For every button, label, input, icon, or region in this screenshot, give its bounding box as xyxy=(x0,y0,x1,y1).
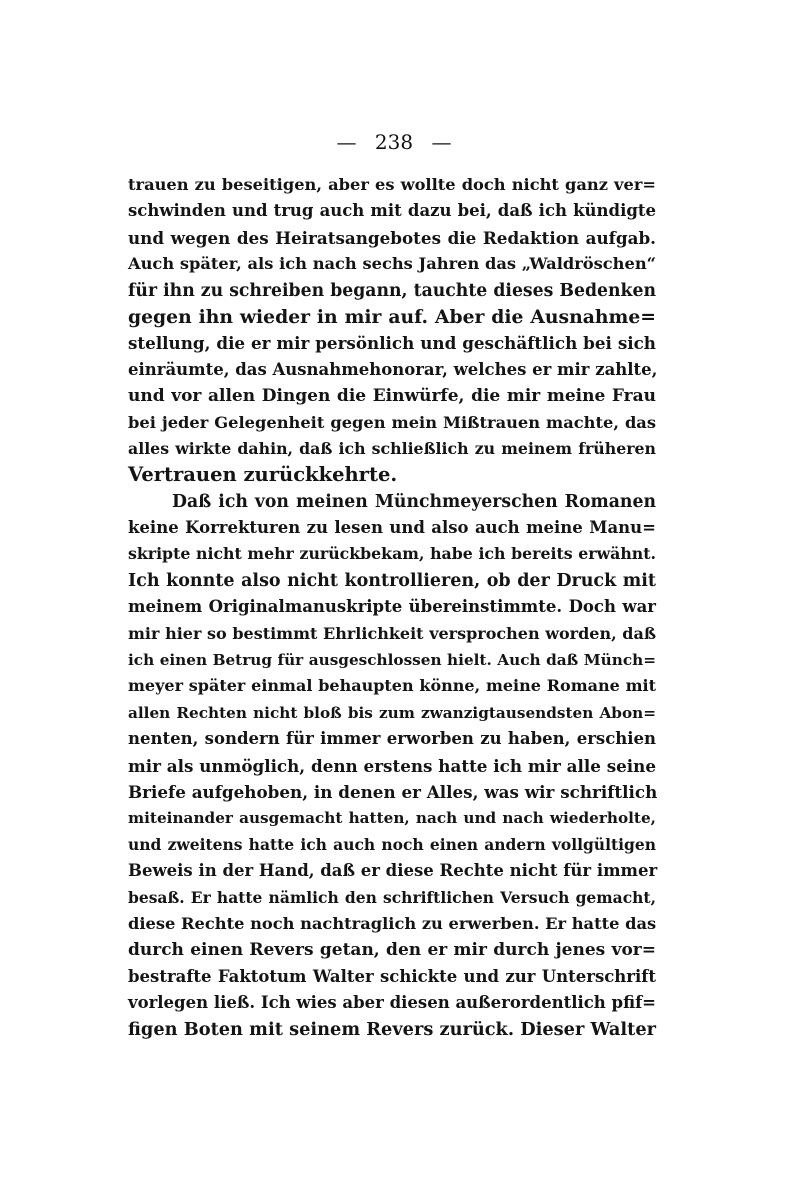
text-line: für ihn zu schreiben begann, tauchte dieses Bedenken xyxy=(128,280,656,301)
text-line: Daß ich von meinen Münchmeyerschen Romanen xyxy=(172,491,656,512)
body-text xyxy=(128,172,656,1043)
text-line: stellung, die er mir persönlich und geschäftlich bei sich xyxy=(128,333,656,354)
text-line: diese Rechte noch nachtraglich zu erwerben. Er hatte das xyxy=(128,913,657,933)
text-line: Ich konnte also nicht kontrollieren, ob der Druck mit xyxy=(128,570,656,591)
text-line: skripte nicht mehr zurückbekam, habe ich bereits erwähnt. xyxy=(128,544,656,564)
text-line: meyer später einmal behaupten könne, meine Romane mit xyxy=(128,676,656,696)
dash-left: — xyxy=(336,130,357,154)
text-line: meinem Originalmanuskripte übereinstimmte. Doch war xyxy=(128,597,656,617)
page-number: 238 xyxy=(374,130,414,154)
text-line: Auch später, als ich nach sechs Jahren das „Waldröschen“ xyxy=(128,254,656,274)
text-line: und wegen des Heiratsangebotes die Redaktion aufgab. xyxy=(128,227,656,248)
dash-right: — xyxy=(431,130,452,154)
text-line: und zweitens hatte ich auch noch einen andern vollgültigen xyxy=(128,834,656,854)
text-line: bestrafte Faktotum Walter schickte und zur Unterschrift xyxy=(128,966,656,986)
text-line: Briefe aufgehoben, in denen er Alles, was wir schriftlich xyxy=(128,781,658,802)
text-line: nenten, sondern für immer erworben zu haben, erschien xyxy=(128,729,656,749)
text-line: ich einen Betrug für ausgeschlossen hielt. Auch daß Münch= xyxy=(128,651,656,670)
text-line: und vor allen Dingen die Einwürfe, die mir meine Frau xyxy=(128,386,656,407)
text-line: vorlegen ließ. Ich wies aber diesen außerordentlich pfif= xyxy=(128,993,656,1013)
text-line: Beweis in der Hand, daß er diese Rechte nicht für immer xyxy=(128,861,658,881)
text-line: bei jeder Gelegenheit gegen mein Mißtrauen machte, das xyxy=(128,412,656,432)
text-line: Vertrauen zurückkehrte. xyxy=(128,463,398,487)
text-line: mir als unmöglich, denn erstens hatte ich mir alle seine xyxy=(128,755,656,776)
text-line: miteinander ausgemacht hatten, nach und nach wiederholte, xyxy=(128,809,656,828)
text-line: besaß. Er hatte nämlich den schriftlichen Versuch gemacht, xyxy=(128,887,656,907)
text-line: gegen ihn wieder in mir auf. Aber die Ausnahme= xyxy=(128,305,656,328)
text-line: alles wirkte dahin, daß ich schließlich zu meinem früheren xyxy=(128,438,656,458)
text-line: durch einen Revers getan, den er mir durch jenes vor= xyxy=(128,940,656,961)
page-header xyxy=(0,130,788,154)
text-line: einräumte, das Ausnahmehonorar, welches er mir zahlte, xyxy=(128,359,658,379)
text-line: trauen zu beseitigen, aber es wollte doch nicht ganz ver= xyxy=(128,175,656,194)
text-line: allen Rechten nicht bloß bis zum zwanzigtausendsten Abon= xyxy=(128,703,656,722)
text-line: schwinden und trug auch mit dazu bei, daß ich kündigte xyxy=(128,201,656,221)
text-line: keine Korrekturen zu lesen und also auch meine Manu= xyxy=(128,518,656,538)
text-line: figen Boten mit seinem Revers zurück. Dieser Walter xyxy=(128,1018,656,1040)
text-line: mir hier so bestimmt Ehrlichkeit versprochen worden, daß xyxy=(128,623,656,643)
